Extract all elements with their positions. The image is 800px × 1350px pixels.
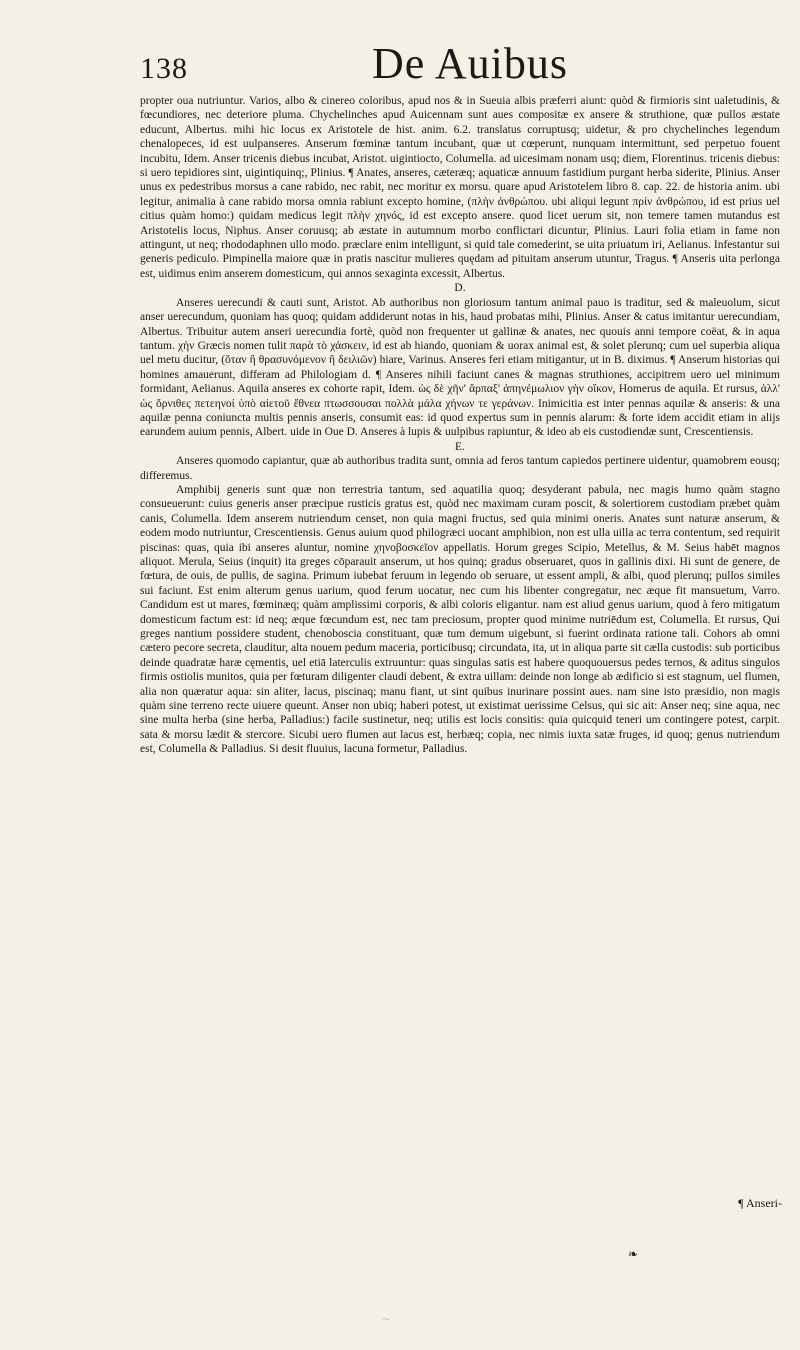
- body-text: [140, 94, 780, 1214]
- paragraph-d: Anseres uerecundi & cauti sunt, Aristot. Ab authoribus non gloriosum tantum animal pauo is traditur, sed & maleuolum, sicut anser uerecundum, quoniam has quoq; quidam addiderunt notas in his, haud probatas mihi, Plinius. Anser & catus imitantur uerecundiam, Albertus. Tribuitur autem anseri uerecundia fortè, quòd non frequenter ut gallinæ & anates, nec quouis anni tempore coëat, & in aqua tantum. χὴν Græcis nomen tulit παρὰ τὸ χάσκειν, id est ab hiando, quoniam & uorax animal est, & solet plerunq; cum uel superbia aliqua uel metu ducitur, (ὅταν ἢ θρασυνόμενον ἢ δειλιῶν) hiare, Varinus. Anseres feri etiam mitigantur, ut in B. diximus. ¶ Anserum historias qui homines amauerunt, differam ad Philologiam d. ¶ Anseres nihili faciunt canes & magnas struthiones, accipitrem uero uel minimum formidant, Aelianus. Aquila anseres ex cohorte rapit, Idem. ὡς δὲ χῆν' ἅρπαξ' ἀπηνέμωλιον γὴν οἴκον, Homerus de aquila. Et rursus, ἀλλ' ὡς ὄρνιθες πετεηνοί ὑπὸ αἰετοῦ ἔθνεα πτωσσουσαι πολλὰ μάλα χήνων τε γεράνων. Inimicitia est inter pennas aquilæ & anseris: & una aquilæ penna coniuncta multis pennis anseris, consumit eas: id quod expertus sum in pennis alarum: & forte idem accidit etiam in alijs earundem auium pennis, Albert. uide in Oue D. Anseres à lupis & uulpibus rapiuntur, & ideo ab eis custodiendæ sunt, Crescentiensis.: [140, 296, 780, 439]
- section-heading-e: E.: [455, 440, 465, 453]
- catchword: ¶ Anseri-: [738, 1196, 782, 1210]
- paragraph-e-husbandry: Amphibij generis sunt quæ non terrestria tantum, sed aquatilia quoq; desyderant pabula, nec magis humo quàm stagno consueuerunt: cuius generis anser præcipue rusticis gratus est, quòd nec maximam curam poscit, & solertiorem custodiam præbet quàm canis, Columella. Idem anserem nutriendum censet, non quia magni fructus, sed quia minimi oneris. Anates sunt naturæ anserum, & eodem modo nutriuntur, Crescentiensis. Genus auium quod philogræci uocant amphibion, non est ulla uilla ac terra contentum, sed requirit piscinas: quas, quia ibi anseres aluntur, nomine χηνοβοσκεῖον appellatis. Horum greges Scipio, Metellus, & M. Seius habēt magnos aliquot. Merula, Seius (inquit) ita greges cōparauit anserum, ut hos quinq; gradus obseruaret, quos in gallinis dixi. Hi sunt de genere, de fœtura, de ouis, de pullis, de sagina. Primum iubebat feruum in legendo ob seruare, ut essent ampli, & albi, quod plerunq; pullos similes sui faciunt. Est enim alterum genus uarium, quod ferum uocatur, nec cum his libenter congregatur, nec æque fit mansuetum, Varro. Candidum est ut mares, fœminæq; quàm amplissimi corporis, & albi coloris eligantur. nam est aliud genus uarium, quod à fero mitigatum domesticum factum est: id neq; æque fœcundum est, nec tam preciosum, propter quod minime nutriēdum est, Columella. Et rursus, Qui greges nantium possidere student, chenobosciа constituant, quæ tum demum uigebunt, si fuerint ordinata ratione tali. Cohors ab omni cætero pecore secreta, clauditur, alta nouem pedum maceria, porticibusq; circundata, ita, ut in aliqua parte sit cælla custodis: sub porticibus deinde quadratæ haræ cęmentis, uel etiā laterculis extruuntur: quas singulas satis est habere quoquouersus pedes ternos, & aditus singulos firmis ostiolis munitos, quia per fœturam diligenter claudi debent, & extra uillam: deinde non longe ab ædificio si est stagnum, uel flumen, alia non quæratur aqua: sin aliter, lacus, piscinaq; manu fiant, ut sint quibus inurinare possint aues. nam sine isto præsidio, non magis quàm sine terreno recte uiuere queunt. Anser non ubiq; haberi potest, ut existimat uerissime Celsus, qui sic ait: Anser neq; sine aqua, nec sine multa herba (sine herba, Palladius:) facile sustinetur, neq; utilis est locis consitis: quia quicquid teneri um contingere potest, carpit. sata & morsu lædit & stercore. Sicubi uero flumen aut lacus est, herbæq; copia, nec nimis iuxta satæ fruges, id quoq; genus nutriendum est, Columella & Palladius. Si desit fluuius, lacuna formetur, Palladius.: [140, 483, 780, 756]
- paragraph-e-capture: Anseres quomodo capiantur, quæ ab authoribus tradita sunt, omnia ad feros tantum capiedos pertinere uidentur, quamobrem eousq; differemus.: [140, 455, 780, 482]
- ornament-icon: ❧: [628, 1247, 639, 1261]
- page-header: [140, 38, 700, 98]
- running-title: De Auibus: [372, 39, 568, 88]
- paragraph-opening: propter oua nutriuntur. Varios, albo & cinereo coloribus, apud nos & in Sueuia albis præferri aiunt: quòd & firmioris sint ualetudinis, & fœcundiores, nec deteriore pluma. Chychelinches apud Auicennam sunt aues compositæ ex ansere & struthione, quæ pullos æstate educunt, Albertus. mihi hic locus ex Aristotele de hist. anim. 6.2. translatus corruptusq; uidetur, & pro chychelinches legendum chenalopeces, id est uulpanseres. Anserum fœminæ tantum incubant, quæ ut cœperunt, nunquam intermittunt, sed perpetuo fouent incubitu, Idem. Anser tricenis diebus incubat, Aristot. uigintiocto, Columella. ad uicesimam nonam usq; diem, Florentinus. tricenis diebus: si uero tepidiores sint, uigintiquinq;, Plinius. ¶ Anates, anseres, cæteræq; aquaticæ annuum fastidium purgant herba siderite, Plinius. Anser unus ex pedestribus morsus a cane rabido, nec rabit, nec moritur ex morsu. quare apud Aristotelem libro 8. cap. 22. de historia anim. ubi legitur, animalia à cane rabido morsa omnia rabiunt excepto homine, (πλὴν ἀνθρώπου. ubi aliqui legunt πρίν ἀνθρώπου, id est prius uel citius quàm homo:) quidam medicus legit πλὴν χηνός, id est excepto ansere. quod licet uerum sit, non temere tamen mutandus est Aristotelis locus, Niphus. Anser coruusq; ab æstate in autumnum morbo conflictari dicuntur, Plinius. Lauri folia etiam in fame non attingunt, ut neq; rhododaphnen ullo modo. præclare enim intelligunt, si quid tale comederint, se uita priuatum iri, Aelianus. Infestantur sui generis pediculo. Pimpinella maiore quæ in pratis nascitur mulieres quędam ad pituitam anserum utuntur, Tragus. ¶ Anseris uita perlonga est, uidimus enim anserem domesticum, qui annos sexaginta excessit, Albertus.: [140, 95, 780, 280]
- bleed-through-mark: ~: [383, 1312, 390, 1326]
- section-heading-d: D.: [454, 282, 466, 295]
- page-number: 138: [140, 52, 188, 85]
